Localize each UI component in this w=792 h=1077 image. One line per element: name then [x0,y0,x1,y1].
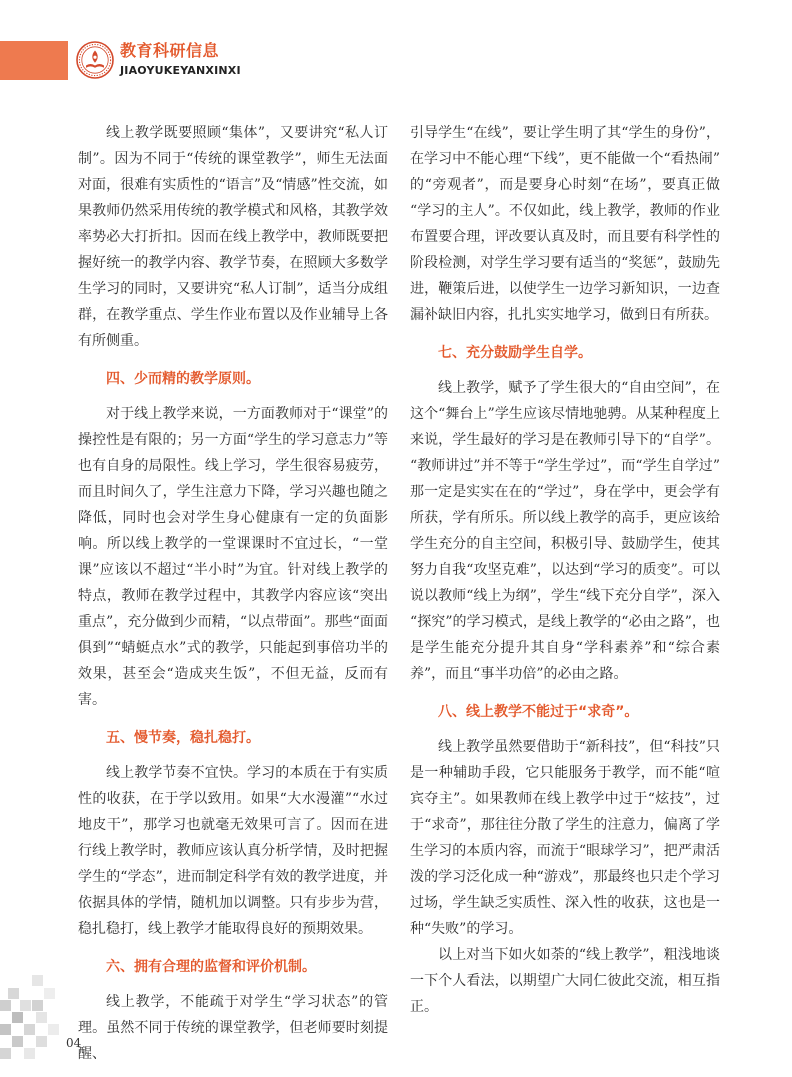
paragraph: 线上教学，不能疏于对学生“学习状态”的管理。虽然不同于传统的课堂教学，但老师要时刻提醒、 [78,994,388,1062]
right-column [410,120,720,1020]
corner-tile-decoration [0,972,64,1062]
paragraph: 线上教学既要照顾“集体”，又要讲究“私人订制”。因为不同于“传统的课堂教学”，师生无法面对面，很难有实质性的“语言”及“情感”性交流，如果教师仍然采用传统的教学模式和风格，其教学效率势必大打折扣。因而在线上教学中，教师既要把握好统一的教学内容、教学节奏，在照顾大多数学生学习的同时，又要讲究“私人订制”，适当分成组群，在教学重点、学生作业布置以及作业辅导上各有所侧重。 [78,125,388,349]
magazine-logo-icon [76,41,114,79]
page-number: 04 [66,1036,82,1050]
paragraph-continued: 引导学生“在线”，要让学生明了其“学生的身份”，在学习中不能心理“下线”，更不能做一个“看热闹”的“旁观者”，而是要身心时刻“在场”，要真正做“学习的主人”。不仅如此，线上教学，教师的作业布置要合理，评改要认真及时，而且要有科学性的阶段检测，对学生学习要有适当的“奖惩”，鼓励先进，鞭策后进，以使学生一边学习新知识，一边查漏补缺旧内容，扎扎实实地学习，做到日有所获。 [410,125,720,323]
section-heading: 八、线上教学不能过于“求奇”。 [438,704,639,720]
paragraph: 对于线上教学来说，一方面教师对于“课堂”的操控性是有限的；另一方面“学生的学习意志力”等也有自身的局限性。线上学习，学生很容易疲劳，而且时间久了，学生注意力下降，学习兴趣也随之降低，同时也会对学生身心健康有一定的负面影响。所以线上教学的一堂课课时不宜过长，“一堂课”应该以不超过“半小时”为宜。针对线上教学的特点，教师在教学过程中，其教学内容应该“突出重点”，充分做到少而精，“以点带面”。那些“面面俱到”“蜻蜓点水”式的教学，只能起到事倍功半的效果，甚至会“造成夹生饭”，不但无益，反而有害。 [78,406,388,708]
closing-paragraph: 以上对当下如火如荼的“线上教学”，粗浅地谈一下个人看法，以期望广大同仁彼此交流，相互指正。 [410,947,720,1015]
section-heading: 六、拥有合理的监督和评价机制。 [106,959,316,975]
magazine-title: 教育科研信息 [120,41,220,60]
section-heading: 四、少而精的教学原则。 [106,371,260,387]
paragraph: 线上教学节奏不宜快。学习的本质在于有实质性的收获，在于学以致用。如果“大水漫灌”“水过地皮干”，那学习也就毫无效果可言了。因而在进行线上教学时，教师应该认真分析学情，及时把握学生的“学态”，进而制定科学有效的教学进度，并依据具体的学情，随机加以调整。只有步步为营，稳扎稳打，线上教学才能取得良好的预期效果。 [78,765,388,937]
left-column [78,120,388,1067]
magazine-subtitle-pinyin: JIAOYUKEYANXINXI [120,64,241,77]
section-heading: 七、充分鼓励学生自学。 [438,345,592,361]
paragraph: 线上教学，赋予了学生很大的“自由空间”，在这个“舞台上”学生应该尽情地驰骋。从某种程度上来说，学生最好的学习是在教师引导下的“自学”。“教师讲过”并不等于“学生学过”，而“学生自学过”那一定是实实在在的“学过”，身在学中，更会学有所获，学有所乐。所以线上教学的高手，更应该给学生充分的自主空间，积极引导、鼓励学生，使其努力自我“攻坚克难”，以达到“学习的质变”。可以说以教师“线上为纲”，学生“线下充分自学”，深入“探究”的学习模式，是线上教学的“必由之路”，也是学生能充分提升其自身“学科素养”和“综合素养”，而且“事半功倍”的必由之路。 [410,380,720,682]
section-heading: 五、慢节奏，稳扎稳打。 [106,730,260,746]
header-color-bar [0,41,68,80]
paragraph: 线上教学虽然要借助于“新科技”，但“科技”只是一种辅助手段，它只能服务于教学，而不能“喧宾夺主”。如果教师在线上教学中过于“炫技”，过于“求奇”，那往往分散了学生的注意力，偏离了学生学习的本质内容，而流于“眼球学习”，把严肃活泼的学习泛化成一种“游戏”，那最终也只走个学习过场，学生缺乏实质性、深入性的收获，这也是一种“失败”的学习。 [410,739,720,937]
